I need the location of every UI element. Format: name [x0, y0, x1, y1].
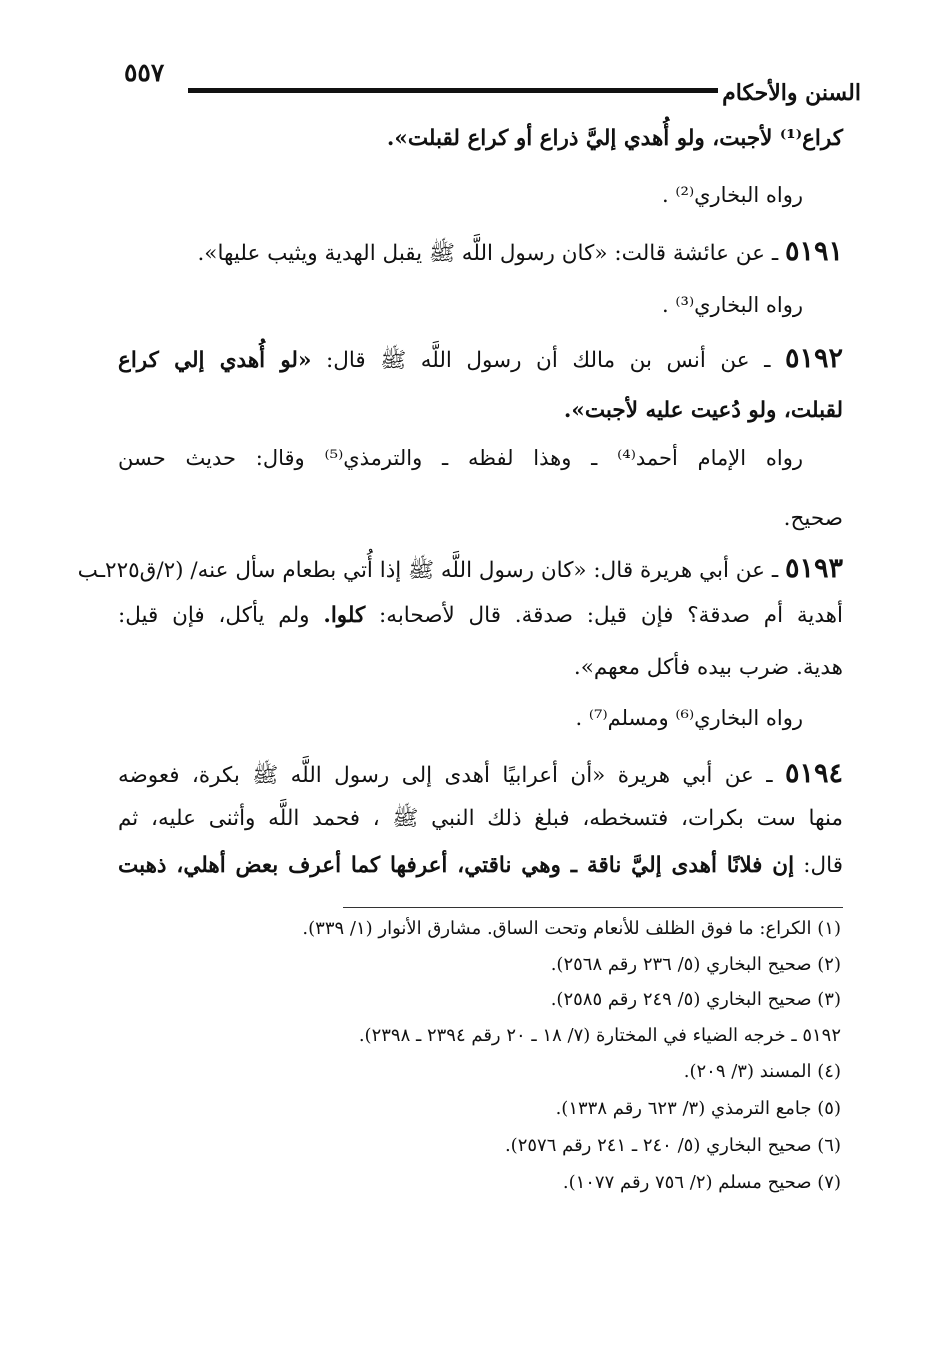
- hadith-5192: [118, 345, 843, 372]
- source-line-2: رواه البخاري⁽³⁾ .: [662, 293, 803, 317]
- hadith-5191: [197, 238, 843, 265]
- source-line-1: رواه البخاري⁽²⁾ .: [662, 183, 803, 207]
- hadith-number-5193: ٥١٩٣: [784, 553, 843, 584]
- hadith-5194: [118, 760, 843, 787]
- hadith-number-5192: ٥١٩٢: [784, 343, 843, 374]
- footnote-7: (٧) صحيح مسلم (٢/ ٧٥٦ رقم ١٠٧٧).: [562, 1172, 841, 1193]
- hadith-5193: [0, 555, 843, 582]
- footnote-1: (١) الكراع: ما فوق الظلف للأنعام وتحت الساق. مشارق الأنوار (١/ ٣٣٩).: [302, 918, 841, 939]
- text-line-1: كراع⁽¹⁾ لأجبت، ولو أُهدي إليَّ ذراع أو كراع لقبلت».: [386, 126, 843, 151]
- footnote-5: (٥) جامع الترمذي (٣/ ٦٢٣ رقم ١٣٣٨).: [555, 1098, 841, 1119]
- text-line-15-b: إن فلانًا أهدى إليَّ ناقة ـ وهي ناقتي، أعرفها كما أعرف بعض أهلي، ذهبت: [118, 853, 795, 878]
- hadith-5192-text-b: «لو أُهدي إلي كراع: [118, 348, 312, 373]
- footnote-6: (٦) صحيح البخاري (٥/ ٢٤٠ ـ ٢٤١ رقم ٢٥٧٦).: [504, 1135, 841, 1156]
- text-line-8: صحيح.: [783, 506, 843, 531]
- footnote-4: (٤) المسند (٣/ ٢٠٩).: [683, 1061, 841, 1082]
- hadith-number-5191: ٥١٩١: [784, 236, 843, 267]
- text-line-10-b: كلوا.: [323, 603, 366, 628]
- source-line-4: رواه البخاري⁽⁶⁾ ومسلم⁽⁷⁾ .: [575, 706, 803, 730]
- text-line-15-a: قال:: [803, 853, 843, 878]
- footnote-2: (٢) صحيح البخاري (٥/ ٢٣٦ رقم ٢٥٦٨).: [550, 954, 841, 975]
- text-line-10: [118, 605, 843, 627]
- text-line-10-c: ولم يأكل، فإن قيل:: [118, 603, 310, 628]
- text-line-14: منها ست بكرات، فتسخطه، فبلغ ذلك النبي ﷺ ، فحمد اللَّه وأثنى عليه، ثم: [118, 806, 843, 831]
- footnote-3: (٣) صحيح البخاري (٥/ ٢٤٩ رقم ٢٥٨٥).: [550, 989, 841, 1010]
- text-line-11: هدية. ضرب بيده فأكل معهم».: [573, 655, 843, 680]
- footnote-separator: [343, 907, 843, 908]
- hadith-5191-text: ـ عن عائشة قالت: «كان رسول اللَّه ﷺ يقبل الهدية ويثيب عليها».: [197, 241, 779, 266]
- page-number: ٥٥٧: [124, 58, 165, 87]
- text-line-6: لقبلت، ولو دُعيت عليه لأجبت».: [563, 398, 843, 423]
- hadith-5192-text-a: ـ عن أنس بن مالك أن رسول اللَّه ﷺ قال:: [325, 348, 771, 373]
- source-line-3: رواه الإمام أحمد⁽⁴⁾ ـ وهذا لفظه ـ والترمذي⁽⁵⁾ وقال: حديث حسن: [118, 446, 803, 470]
- running-title: السنن والأحكام: [722, 80, 861, 106]
- hadith-5193-text: ـ عن أبي هريرة قال: «كان رسول اللَّه ﷺ إذا أُتي بطعام سأل عنه/ (٢/ق٢٢٥ـب: [77, 558, 779, 583]
- hadith-5194-text: ـ عن أبي هريرة «أن أعرابيًا أهدى إلى رسول اللَّه ﷺ بكرة، فعوضه: [118, 763, 773, 788]
- text-line-10-a: أهدية أم صدقة؟ فإن قيل: صدقة. قال لأصحابه:: [379, 603, 843, 628]
- footnote-5192: ٥١٩٢ ـ خرجه الضياء في المختارة (٧/ ١٨ ـ ٢٠ رقم ٢٣٩٤ ـ ٢٣٩٨).: [358, 1025, 841, 1046]
- hadith-number-5194: ٥١٩٤: [784, 758, 843, 789]
- header-rule: [188, 88, 718, 93]
- text-line-15: [118, 855, 843, 877]
